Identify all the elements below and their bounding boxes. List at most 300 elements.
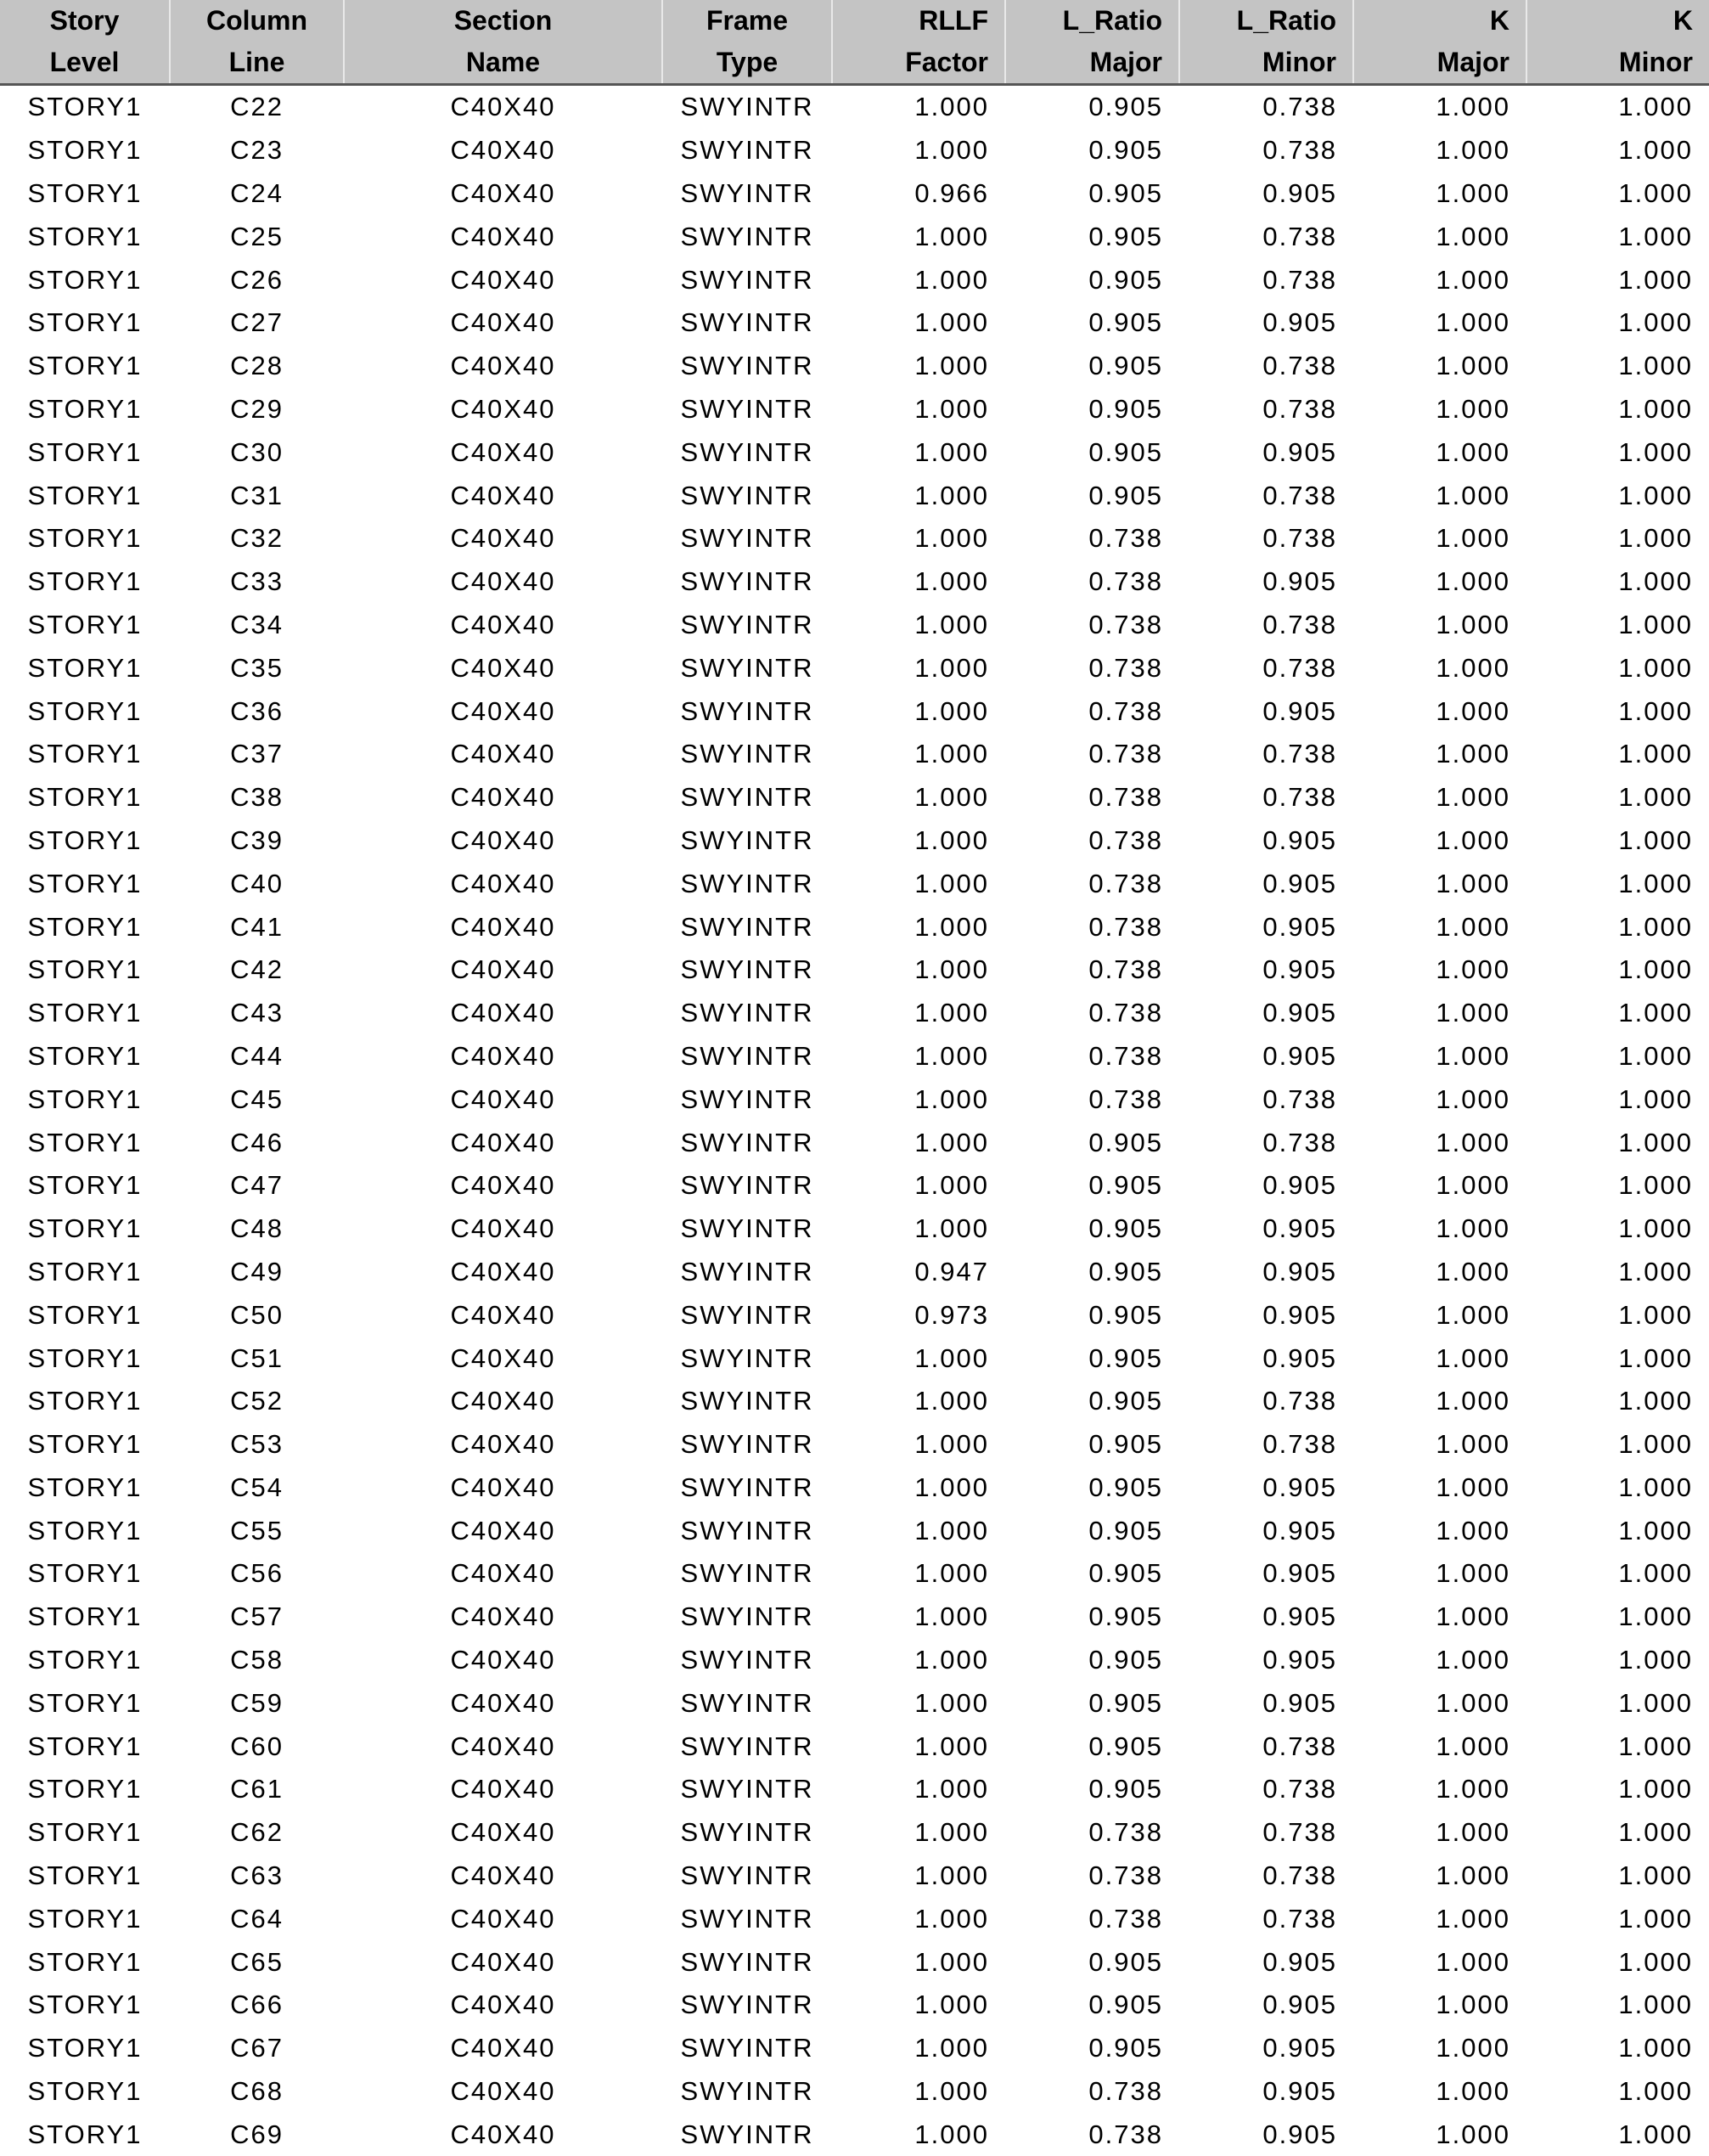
header-column-line: Column [170,0,344,42]
k-major-cell: 1.000 [1353,1984,1526,2027]
rllf-factor-cell: 0.973 [832,1293,1005,1337]
column-line-cell: C47 [170,1164,344,1207]
lratio-minor-cell: 0.738 [1179,1380,1353,1423]
lratio-major-cell: 0.905 [1005,1207,1179,1251]
story-level-cell: STORY1 [0,1466,170,1510]
section-name-cell: C40X40 [344,474,662,517]
k-major-cell: 1.000 [1353,517,1526,560]
k-minor-cell: 1.000 [1526,1035,1709,1078]
table-row [0,862,1709,905]
rllf-factor-cell: 1.000 [832,215,1005,258]
k-minor-cell: 1.000 [1526,215,1709,258]
lratio-major-cell: 0.738 [1005,2070,1179,2114]
header-section-name: Section [344,0,662,42]
k-major-cell: 1.000 [1353,345,1526,388]
section-name-cell: C40X40 [344,1121,662,1164]
k-minor-cell: 1.000 [1526,172,1709,216]
k-minor-cell: 1.000 [1526,1207,1709,1251]
lratio-minor-cell: 0.738 [1179,258,1353,301]
lratio-minor-cell: 0.738 [1179,776,1353,819]
k-minor-cell: 1.000 [1526,905,1709,949]
section-name-cell: C40X40 [344,1940,662,1984]
k-minor-cell: 1.000 [1526,431,1709,474]
rllf-factor-cell: 1.000 [832,1380,1005,1423]
table-row [0,129,1709,172]
rllf-factor-cell: 1.000 [832,1940,1005,1984]
rllf-factor-cell: 1.000 [832,2027,1005,2070]
header-row-2 [0,42,1709,85]
k-minor-cell: 1.000 [1526,1423,1709,1466]
rllf-factor-cell: 1.000 [832,517,1005,560]
story-level-cell: STORY1 [0,862,170,905]
table-row [0,1768,1709,1811]
k-major-cell: 1.000 [1353,862,1526,905]
column-line-cell: C61 [170,1768,344,1811]
lratio-major-cell: 0.738 [1005,1811,1179,1855]
story-level-cell: STORY1 [0,301,170,345]
lratio-major-cell: 0.905 [1005,172,1179,216]
k-minor-cell: 1.000 [1526,1855,1709,1898]
k-major-cell: 1.000 [1353,604,1526,647]
section-name-cell: C40X40 [344,733,662,776]
k-minor-cell: 1.000 [1526,1337,1709,1380]
section-name-cell: C40X40 [344,1596,662,1639]
story-level-cell: STORY1 [0,1855,170,1898]
lratio-minor-cell: 0.905 [1179,992,1353,1035]
rllf-factor-cell: 1.000 [832,345,1005,388]
story-level-cell: STORY1 [0,474,170,517]
section-name-cell: C40X40 [344,604,662,647]
lratio-minor-cell: 0.905 [1179,1681,1353,1725]
frame-type-cell: SWYINTR [662,1725,832,1768]
section-name-cell: C40X40 [344,1811,662,1855]
k-minor-cell: 1.000 [1526,258,1709,301]
k-major-cell: 1.000 [1353,1681,1526,1725]
lratio-major-cell: 0.905 [1005,1423,1179,1466]
k-major-cell: 1.000 [1353,1725,1526,1768]
table-row [0,1509,1709,1552]
k-minor-cell: 1.000 [1526,1984,1709,2027]
table-row [0,2070,1709,2114]
lratio-minor-cell: 0.905 [1179,1639,1353,1682]
header-k-major: K [1353,0,1526,42]
section-name-cell: C40X40 [344,1337,662,1380]
k-minor-cell: 1.000 [1526,1164,1709,1207]
lratio-minor-cell: 0.905 [1179,1984,1353,2027]
rllf-factor-cell: 1.000 [832,905,1005,949]
frame-type-cell: SWYINTR [662,1164,832,1207]
section-name-cell: C40X40 [344,172,662,216]
section-name-cell: C40X40 [344,560,662,604]
rllf-factor-cell: 1.000 [832,1207,1005,1251]
story-level-cell: STORY1 [0,1121,170,1164]
column-line-cell: C22 [170,85,344,129]
k-minor-cell: 1.000 [1526,1811,1709,1855]
lratio-major-cell: 0.738 [1005,949,1179,992]
frame-type-cell: SWYINTR [662,1207,832,1251]
header-story-level: Level [0,42,170,85]
lratio-major-cell: 0.905 [1005,345,1179,388]
lratio-major-cell: 0.738 [1005,604,1179,647]
k-major-cell: 1.000 [1353,1035,1526,1078]
lratio-major-cell: 0.738 [1005,646,1179,690]
frame-type-cell: SWYINTR [662,85,832,129]
k-minor-cell: 1.000 [1526,862,1709,905]
story-level-cell: STORY1 [0,1768,170,1811]
story-level-cell: STORY1 [0,345,170,388]
table-row [0,905,1709,949]
story-level-cell: STORY1 [0,1423,170,1466]
column-line-cell: C28 [170,345,344,388]
table-row [0,819,1709,863]
frame-type-cell: SWYINTR [662,1509,832,1552]
story-level-cell: STORY1 [0,1251,170,1294]
lratio-minor-cell: 0.738 [1179,733,1353,776]
lratio-minor-cell: 0.905 [1179,1164,1353,1207]
rllf-factor-cell: 1.000 [832,1681,1005,1725]
frame-type-cell: SWYINTR [662,517,832,560]
frame-type-cell: SWYINTR [662,1940,832,1984]
frame-type-cell: SWYINTR [662,1337,832,1380]
story-level-cell: STORY1 [0,819,170,863]
lratio-minor-cell: 0.905 [1179,862,1353,905]
section-name-cell: C40X40 [344,1639,662,1682]
k-minor-cell: 1.000 [1526,345,1709,388]
header-k-minor: Minor [1526,42,1709,85]
lratio-minor-cell: 0.905 [1179,690,1353,733]
header-frame-type: Type [662,42,832,85]
header-lratio-minor: L_Ratio [1179,0,1353,42]
k-major-cell: 1.000 [1353,1596,1526,1639]
section-name-cell: C40X40 [344,517,662,560]
table-row [0,1423,1709,1466]
lratio-major-cell: 0.905 [1005,1725,1179,1768]
story-level-cell: STORY1 [0,215,170,258]
column-line-cell: C58 [170,1639,344,1682]
k-minor-cell: 1.000 [1526,776,1709,819]
section-name-cell: C40X40 [344,905,662,949]
k-major-cell: 1.000 [1353,776,1526,819]
k-minor-cell: 1.000 [1526,85,1709,129]
rllf-factor-cell: 1.000 [832,85,1005,129]
k-major-cell: 1.000 [1353,172,1526,216]
k-minor-cell: 1.000 [1526,474,1709,517]
lratio-minor-cell: 0.905 [1179,560,1353,604]
section-name-cell: C40X40 [344,1164,662,1207]
frame-type-cell: SWYINTR [662,646,832,690]
k-major-cell: 1.000 [1353,85,1526,129]
k-minor-cell: 1.000 [1526,517,1709,560]
frame-type-cell: SWYINTR [662,2113,832,2156]
frame-type-cell: SWYINTR [662,258,832,301]
rllf-factor-cell: 1.000 [832,258,1005,301]
frame-type-cell: SWYINTR [662,776,832,819]
k-major-cell: 1.000 [1353,258,1526,301]
section-name-cell: C40X40 [344,1207,662,1251]
section-name-cell: C40X40 [344,215,662,258]
story-level-cell: STORY1 [0,1078,170,1121]
lratio-minor-cell: 0.905 [1179,2027,1353,2070]
table-row [0,172,1709,216]
column-line-cell: C30 [170,431,344,474]
column-line-cell: C55 [170,1509,344,1552]
story-level-cell: STORY1 [0,646,170,690]
story-level-cell: STORY1 [0,172,170,216]
table-row [0,1725,1709,1768]
lratio-major-cell: 0.905 [1005,1380,1179,1423]
table-row [0,2113,1709,2156]
section-name-cell: C40X40 [344,85,662,129]
story-level-cell: STORY1 [0,1293,170,1337]
table-row [0,1897,1709,1940]
section-name-cell: C40X40 [344,690,662,733]
column-line-cell: C68 [170,2070,344,2114]
k-minor-cell: 1.000 [1526,560,1709,604]
table-row [0,949,1709,992]
rllf-factor-cell: 1.000 [832,1897,1005,1940]
lratio-minor-cell: 0.905 [1179,431,1353,474]
lratio-minor-cell: 0.905 [1179,1509,1353,1552]
lratio-major-cell: 0.738 [1005,992,1179,1035]
table-row [0,345,1709,388]
story-level-cell: STORY1 [0,949,170,992]
rllf-factor-cell: 1.000 [832,646,1005,690]
rllf-factor-cell: 1.000 [832,776,1005,819]
k-minor-cell: 1.000 [1526,2027,1709,2070]
frame-type-cell: SWYINTR [662,129,832,172]
header-lratio-major: L_Ratio [1005,0,1179,42]
lratio-major-cell: 0.738 [1005,776,1179,819]
k-minor-cell: 1.000 [1526,1681,1709,1725]
frame-type-cell: SWYINTR [662,949,832,992]
story-level-cell: STORY1 [0,388,170,431]
k-minor-cell: 1.000 [1526,646,1709,690]
frame-type-cell: SWYINTR [662,992,832,1035]
table-row [0,1596,1709,1639]
lratio-major-cell: 0.738 [1005,1855,1179,1898]
k-major-cell: 1.000 [1353,431,1526,474]
k-minor-cell: 1.000 [1526,690,1709,733]
k-minor-cell: 1.000 [1526,2113,1709,2156]
k-minor-cell: 1.000 [1526,1725,1709,1768]
rllf-factor-cell: 1.000 [832,690,1005,733]
frame-type-cell: SWYINTR [662,1466,832,1510]
lratio-minor-cell: 0.738 [1179,129,1353,172]
rllf-factor-cell: 1.000 [832,1725,1005,1768]
lratio-major-cell: 0.905 [1005,1121,1179,1164]
k-major-cell: 1.000 [1353,1251,1526,1294]
k-major-cell: 1.000 [1353,1811,1526,1855]
column-line-cell: C51 [170,1337,344,1380]
table-row [0,1552,1709,1596]
lratio-minor-cell: 0.738 [1179,1121,1353,1164]
header-section-name: Name [344,42,662,85]
frame-type-cell: SWYINTR [662,1035,832,1078]
k-minor-cell: 1.000 [1526,301,1709,345]
column-line-cell: C43 [170,992,344,1035]
section-name-cell: C40X40 [344,1984,662,2027]
story-level-cell: STORY1 [0,733,170,776]
table-row [0,431,1709,474]
lratio-major-cell: 0.738 [1005,862,1179,905]
rllf-factor-cell: 0.966 [832,172,1005,216]
story-level-cell: STORY1 [0,1164,170,1207]
table-row [0,1681,1709,1725]
rllf-factor-cell: 1.000 [832,819,1005,863]
header-story-level: Story [0,0,170,42]
rllf-factor-cell: 1.000 [832,1984,1005,2027]
k-minor-cell: 1.000 [1526,1596,1709,1639]
k-major-cell: 1.000 [1353,301,1526,345]
story-level-cell: STORY1 [0,1207,170,1251]
section-name-cell: C40X40 [344,1035,662,1078]
k-minor-cell: 1.000 [1526,1251,1709,1294]
lratio-minor-cell: 0.905 [1179,1251,1353,1294]
k-major-cell: 1.000 [1353,1897,1526,1940]
lratio-minor-cell: 0.738 [1179,388,1353,431]
k-major-cell: 1.000 [1353,1293,1526,1337]
table-row [0,604,1709,647]
frame-type-cell: SWYINTR [662,431,832,474]
lratio-major-cell: 0.905 [1005,388,1179,431]
k-major-cell: 1.000 [1353,992,1526,1035]
table-row [0,85,1709,129]
frame-type-cell: SWYINTR [662,345,832,388]
lratio-minor-cell: 0.738 [1179,345,1353,388]
table-row [0,776,1709,819]
lratio-minor-cell: 0.905 [1179,1207,1353,1251]
lratio-major-cell: 0.905 [1005,1940,1179,1984]
table-row [0,560,1709,604]
k-major-cell: 1.000 [1353,905,1526,949]
lratio-minor-cell: 0.905 [1179,1035,1353,1078]
lratio-minor-cell: 0.738 [1179,1855,1353,1898]
rllf-factor-cell: 1.000 [832,862,1005,905]
frame-type-cell: SWYINTR [662,1293,832,1337]
lratio-major-cell: 0.905 [1005,431,1179,474]
story-level-cell: STORY1 [0,604,170,647]
story-level-cell: STORY1 [0,560,170,604]
lratio-major-cell: 0.905 [1005,1596,1179,1639]
k-major-cell: 1.000 [1353,2027,1526,2070]
table-row [0,1639,1709,1682]
story-level-cell: STORY1 [0,1725,170,1768]
table-row [0,733,1709,776]
column-line-cell: C25 [170,215,344,258]
lratio-minor-cell: 0.738 [1179,215,1353,258]
table-row [0,646,1709,690]
lratio-major-cell: 0.738 [1005,560,1179,604]
rllf-factor-cell: 1.000 [832,301,1005,345]
lratio-major-cell: 0.905 [1005,2027,1179,2070]
story-level-cell: STORY1 [0,1639,170,1682]
k-major-cell: 1.000 [1353,949,1526,992]
column-line-cell: C50 [170,1293,344,1337]
table-row [0,301,1709,345]
frame-type-cell: SWYINTR [662,172,832,216]
frame-type-cell: SWYINTR [662,1855,832,1898]
column-line-cell: C69 [170,2113,344,2156]
table-row [0,1380,1709,1423]
lratio-minor-cell: 0.738 [1179,1078,1353,1121]
k-minor-cell: 1.000 [1526,949,1709,992]
lratio-major-cell: 0.905 [1005,258,1179,301]
k-major-cell: 1.000 [1353,690,1526,733]
lratio-minor-cell: 0.905 [1179,1293,1353,1337]
lratio-minor-cell: 0.738 [1179,604,1353,647]
lratio-major-cell: 0.905 [1005,1552,1179,1596]
lratio-minor-cell: 0.738 [1179,1768,1353,1811]
rllf-factor-cell: 1.000 [832,949,1005,992]
k-minor-cell: 1.000 [1526,1639,1709,1682]
k-minor-cell: 1.000 [1526,604,1709,647]
table-row [0,1984,1709,2027]
header-frame-type: Frame [662,0,832,42]
rllf-factor-cell: 1.000 [832,388,1005,431]
table-row [0,992,1709,1035]
frame-type-cell: SWYINTR [662,1639,832,1682]
story-level-cell: STORY1 [0,258,170,301]
section-name-cell: C40X40 [344,949,662,992]
section-name-cell: C40X40 [344,1897,662,1940]
table-row [0,388,1709,431]
table-row [0,1251,1709,1294]
section-name-cell: C40X40 [344,776,662,819]
section-name-cell: C40X40 [344,1509,662,1552]
frame-type-cell: SWYINTR [662,2070,832,2114]
frame-type-cell: SWYINTR [662,1251,832,1294]
k-major-cell: 1.000 [1353,474,1526,517]
column-line-cell: C34 [170,604,344,647]
k-minor-cell: 1.000 [1526,1293,1709,1337]
column-line-cell: C63 [170,1855,344,1898]
k-major-cell: 1.000 [1353,1423,1526,1466]
k-major-cell: 1.000 [1353,388,1526,431]
table-row [0,258,1709,301]
story-level-cell: STORY1 [0,1811,170,1855]
k-major-cell: 1.000 [1353,1552,1526,1596]
table-row [0,1078,1709,1121]
lratio-major-cell: 0.738 [1005,517,1179,560]
lratio-minor-cell: 0.738 [1179,474,1353,517]
lratio-major-cell: 0.738 [1005,905,1179,949]
frame-type-cell: SWYINTR [662,2027,832,2070]
section-name-cell: C40X40 [344,646,662,690]
k-minor-cell: 1.000 [1526,1768,1709,1811]
column-line-cell: C32 [170,517,344,560]
story-level-cell: STORY1 [0,1509,170,1552]
section-name-cell: C40X40 [344,258,662,301]
k-major-cell: 1.000 [1353,1466,1526,1510]
lratio-major-cell: 0.905 [1005,1164,1179,1207]
section-name-cell: C40X40 [344,1855,662,1898]
section-name-cell: C40X40 [344,1681,662,1725]
lratio-major-cell: 0.905 [1005,474,1179,517]
section-name-cell: C40X40 [344,1768,662,1811]
column-line-cell: C60 [170,1725,344,1768]
column-line-cell: C54 [170,1466,344,1510]
column-line-cell: C53 [170,1423,344,1466]
k-major-cell: 1.000 [1353,819,1526,863]
rllf-factor-cell: 1.000 [832,1337,1005,1380]
k-major-cell: 1.000 [1353,1121,1526,1164]
story-level-cell: STORY1 [0,1035,170,1078]
k-minor-cell: 1.000 [1526,1466,1709,1510]
lratio-minor-cell: 0.738 [1179,1811,1353,1855]
column-line-cell: C66 [170,1984,344,2027]
frame-type-cell: SWYINTR [662,1984,832,2027]
k-minor-cell: 1.000 [1526,1897,1709,1940]
